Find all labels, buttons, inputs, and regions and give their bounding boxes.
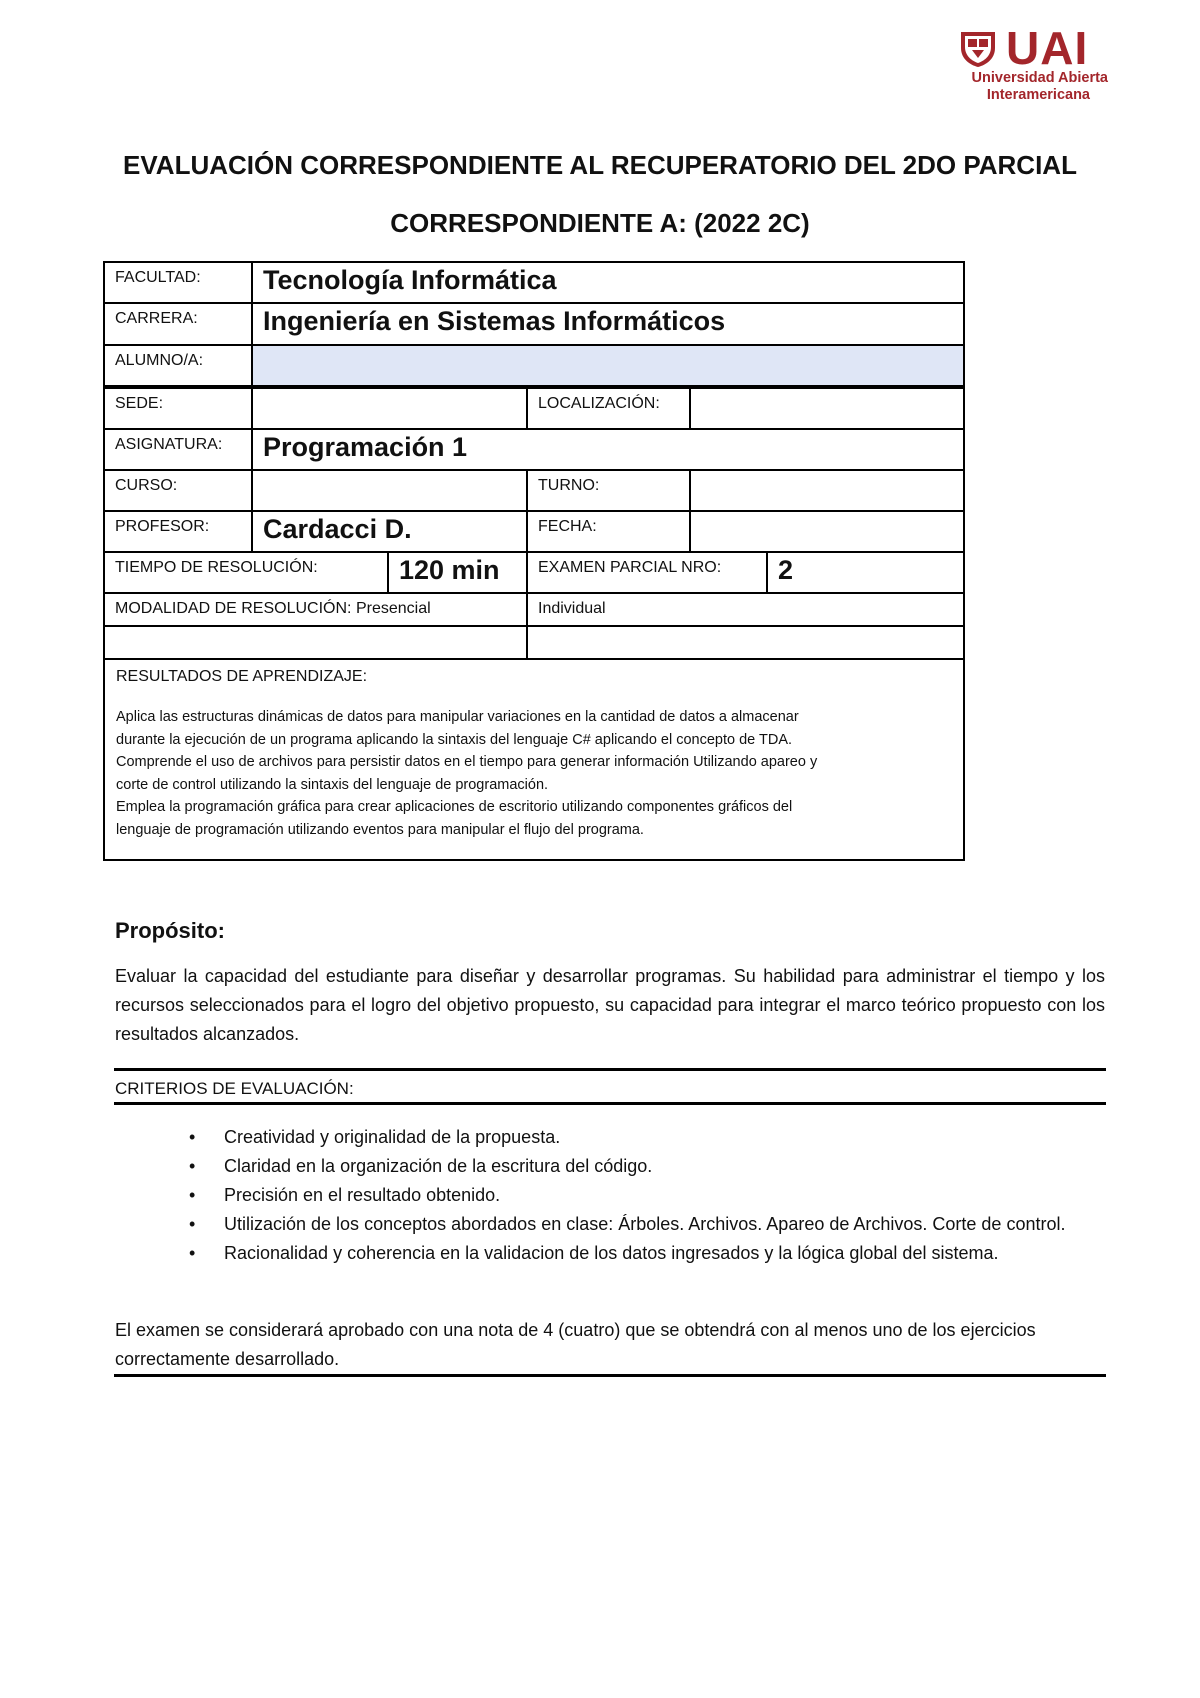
- examen-label: EXAMEN PARCIAL NRO:: [528, 553, 768, 592]
- proposito-heading: Propósito:: [115, 918, 225, 943]
- modalidad-tipo: Individual: [538, 600, 606, 617]
- row-facultad: [105, 263, 963, 304]
- list-item: • Utilización de los conceptos abordados en clase: Árboles. Archivos. Apareo de Archivos. Corte de control.: [224, 1210, 1106, 1239]
- list-item: • Precisión en el resultado obtenido.: [224, 1181, 1106, 1210]
- aprobacion-text: El examen se considerará aprobado con una nota de 4 (cuatro) que se obtendrá con al menos uno de los ejercicios correctamente desarrollado.: [115, 1320, 1036, 1369]
- sede-value[interactable]: [253, 389, 528, 428]
- row-carrera: [105, 304, 963, 346]
- localizacion-label: LOCALIZACIÓN:: [528, 389, 691, 428]
- list-item: • Racionalidad y coherencia en la validacion de los datos ingresados y la lógica global del sistema.: [224, 1239, 1106, 1268]
- profesor-label: PROFESOR:: [105, 512, 253, 551]
- resultados-line: Comprende el uso de archivos para persistir datos en el tiempo para generar información Utilizando apareo y: [116, 754, 818, 770]
- row-modalidad: [105, 594, 963, 627]
- divider: [114, 1374, 1106, 1377]
- resultados-label: RESULTADOS DE APRENDIZAJE:: [116, 668, 368, 685]
- localizacion-value[interactable]: [691, 389, 963, 428]
- turno-value[interactable]: [691, 471, 963, 510]
- proposito-text: Evaluar la capacidad del estudiante para diseñar y desarrollar programas. Su habilidad para administrar el tiempo y los recursos seleccionados para el logro del objetivo propuesto, su capacidad para integrar el marco teórico propuesto con los resultados alcanzados.: [115, 966, 1105, 1044]
- page-subtitle: CORRESPONDIENTE A: (2022 2C): [390, 208, 810, 238]
- asignatura-label: ASIGNATURA:: [105, 430, 253, 469]
- row-curso: [105, 471, 963, 512]
- alumno-input[interactable]: [253, 346, 963, 385]
- examen-value: 2: [778, 555, 794, 585]
- row-resultados: [105, 660, 963, 859]
- fecha-label: FECHA:: [528, 512, 691, 551]
- carrera-label: CARRERA:: [105, 304, 253, 344]
- tiempo-label: TIEMPO DE RESOLUCIÓN:: [105, 553, 389, 592]
- asignatura-value: Programación 1: [263, 432, 468, 462]
- resultados-line: Aplica las estructuras dinámicas de datos para manipular variaciones en la cantidad de datos a almacenar: [116, 709, 799, 725]
- fecha-value[interactable]: [691, 512, 963, 551]
- modalidad-cell: [105, 594, 528, 625]
- carrera-value: Ingeniería en Sistemas Informáticos: [263, 306, 726, 336]
- row-tiempo: [105, 553, 963, 594]
- facultad-value: Tecnología Informática: [263, 265, 557, 295]
- facultad-label: FACULTAD:: [105, 263, 253, 302]
- alumno-label: ALUMNO/A:: [105, 346, 253, 385]
- row-empty: [105, 627, 963, 660]
- criterios-list: [224, 1123, 1106, 1268]
- shield-icon: [958, 28, 998, 68]
- logo-line-2: Interamericana: [986, 87, 1090, 103]
- uai-logo: [958, 22, 1108, 116]
- empty-cell-left: [105, 627, 528, 658]
- resultados-cell: [105, 660, 963, 859]
- row-alumno: [105, 346, 963, 389]
- empty-cell-right: [528, 627, 963, 658]
- modalidad-value: Presencial: [355, 600, 431, 617]
- list-item: • Creatividad y originalidad de la propuesta.: [224, 1123, 1106, 1152]
- list-item: • Claridad en la organización de la escritura del código.: [224, 1152, 1106, 1181]
- row-sede: [105, 389, 963, 430]
- exam-info-table: [103, 261, 965, 861]
- turno-label: TURNO:: [528, 471, 691, 510]
- resultados-text: [116, 706, 952, 841]
- curso-label: CURSO:: [105, 471, 253, 510]
- criterios-heading: CRITERIOS DE EVALUACIÓN:: [115, 1079, 354, 1098]
- resultados-line: Emplea la programación gráfica para crear aplicaciones de escritorio utilizando componentes gráficos del: [116, 799, 793, 815]
- page-title: EVALUACIÓN CORRESPONDIENTE AL RECUPERATORIO DEL 2DO PARCIAL: [123, 150, 1077, 180]
- row-asignatura: [105, 430, 963, 471]
- tiempo-value: 120 min: [389, 553, 528, 592]
- modalidad-label: MODALIDAD DE RESOLUCIÓN:: [115, 600, 352, 617]
- resultados-line: durante la ejecución de un programa aplicando la sintaxis del lenguaje C# aplicando el concepto de TDA.: [116, 731, 793, 748]
- logo-line-1: Universidad Abierta: [971, 70, 1108, 86]
- sede-label: SEDE:: [105, 389, 253, 428]
- curso-value[interactable]: [253, 471, 528, 510]
- resultados-line: lenguaje de programación utilizando eventos para manipular el flujo del programa.: [116, 821, 644, 838]
- divider: [114, 1068, 1106, 1071]
- logo-wordmark: UAI: [1006, 22, 1089, 74]
- divider: [114, 1102, 1106, 1105]
- resultados-line: corte de control utilizando la sintaxis del lenguaje de programación.: [116, 776, 549, 793]
- profesor-value: Cardacci D.: [253, 512, 528, 551]
- row-profesor: [105, 512, 963, 553]
